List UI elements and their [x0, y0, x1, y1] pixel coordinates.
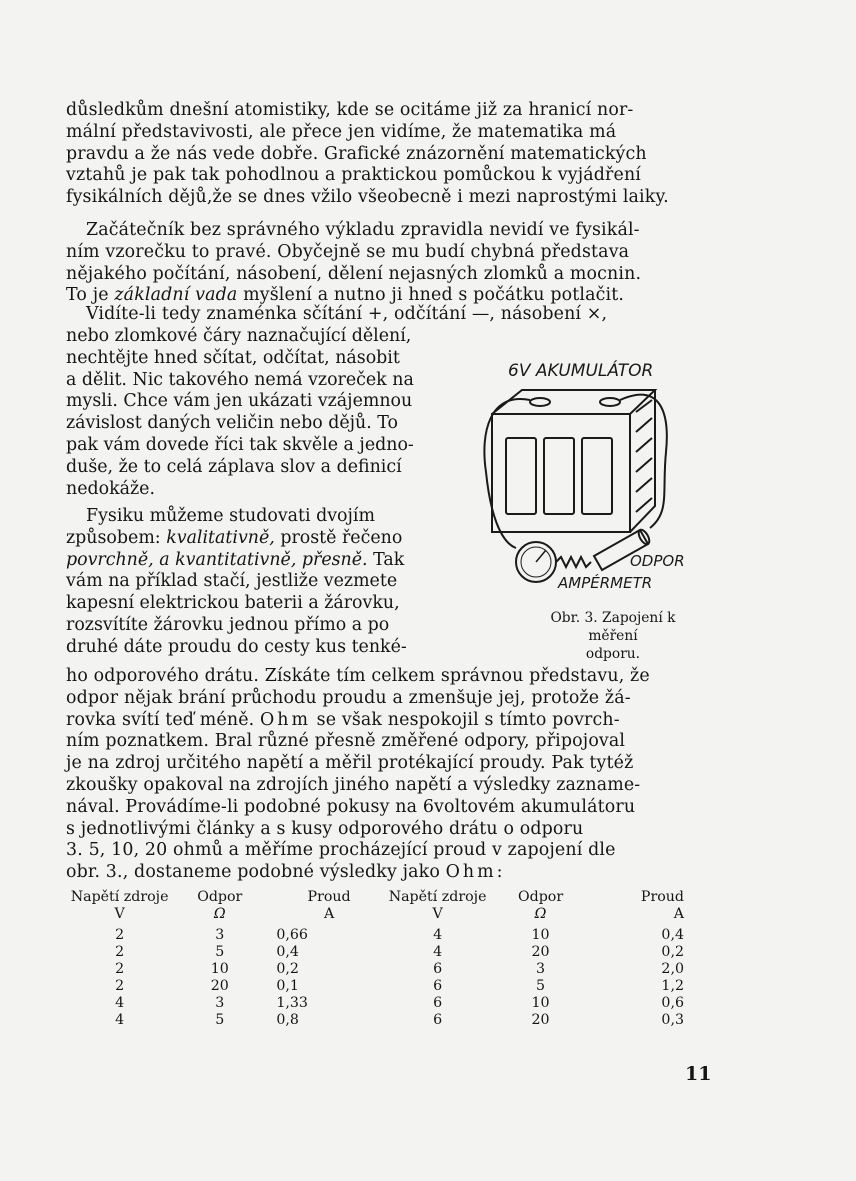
- battery-top: [492, 390, 655, 414]
- table-cell: 6: [433, 978, 443, 994]
- text-line: fysikálních dějů,že se dnes vžilo všeobecně i mezi naprostými laiky.: [66, 187, 669, 208]
- paragraph-ohm-experiment: [66, 666, 710, 884]
- table-row: [62, 927, 710, 944]
- paragraph-physics-methods: [66, 506, 458, 659]
- text-line: vám na příklad stačí, jestliže vezmete: [66, 571, 398, 592]
- text-line: nával. Provádíme-li podobné pokusy na 6voltovém akumulátoru: [66, 796, 636, 817]
- table-cell: 0,8: [276, 1012, 299, 1028]
- table-cell: 0,66: [276, 927, 308, 943]
- table-unit: Ω: [534, 906, 547, 922]
- battery-terminal: [530, 398, 550, 406]
- table-header: Odpor: [517, 889, 564, 905]
- text-line: vztahů je pak tak pohodlnou a praktickou pomůckou k vyjádření: [66, 165, 642, 186]
- table-unit: V: [432, 906, 443, 922]
- table-cell: 5: [215, 1012, 225, 1028]
- table-cell: 6: [433, 995, 443, 1011]
- text-line: [66, 862, 710, 884]
- table-cell: 20: [531, 944, 550, 960]
- label-battery: 6V AKUMULÁTOR: [508, 361, 654, 381]
- table-header: Napětí zdroje: [70, 889, 169, 905]
- table-cell: 4: [433, 927, 443, 943]
- table-cell: 0,4: [276, 944, 299, 960]
- text-line: a dělit. Nic takového nemá vzoreček na: [66, 369, 414, 390]
- table-header: Napětí zdroje: [388, 889, 487, 905]
- text-line: duše, že to celá záplava slov a definicí: [66, 456, 402, 477]
- table-header-row: [62, 889, 710, 906]
- table-row: [62, 978, 710, 995]
- table-row: [62, 944, 710, 961]
- table-cell: 2: [115, 944, 125, 960]
- text-line: [66, 550, 458, 572]
- text-line: pravdu a že nás vede dobře. Grafické znázornění matematických: [66, 143, 647, 164]
- text-line: odpor nějak brání průchodu proudu a zmenšuje jej, protože žá-: [66, 687, 631, 708]
- text-fragment: To je: [66, 285, 115, 306]
- table-header: Proud: [640, 889, 684, 905]
- table-cell: 3: [536, 961, 546, 977]
- page-number: 11: [685, 1063, 712, 1085]
- table-cell: 0,1: [276, 978, 299, 994]
- table-unit: A: [673, 906, 684, 922]
- text-line: Fysiku můžeme studovati dvojím: [86, 506, 375, 526]
- resistor-coil: [556, 557, 591, 567]
- table-cell: 3: [215, 995, 225, 1011]
- caption-line: Obr. 3. Zapojení k měření: [550, 610, 676, 644]
- text-fragment: způsobem:: [66, 527, 167, 548]
- text-fragment: :: [496, 862, 503, 883]
- table-cell: 0,3: [661, 1012, 684, 1028]
- text-line: ním vzorečku to pravé. Obyčejně se mu budí chybná představa: [66, 241, 630, 262]
- table-cell: 2: [115, 927, 125, 943]
- name-ohm: Ohm: [445, 862, 497, 883]
- text-line: Začátečník bez správného výkladu zpravidla nevidí ve fysikál-: [86, 220, 640, 240]
- table-cell: 0,6: [661, 995, 684, 1011]
- emphasis-basic-flaw: základní vada: [114, 285, 238, 306]
- text-line: mysli. Chce vám jen ukázati vzájemnou: [66, 391, 413, 412]
- table-cell: 6: [433, 1012, 443, 1028]
- text-line: pak vám dovede říci tak skvěle a jedno-: [66, 434, 414, 455]
- table-cell: 4: [115, 995, 125, 1011]
- text-fragment: obr. 3., dostaneme podobné výsledky jako: [66, 862, 446, 883]
- table-cell: 2,0: [661, 961, 684, 977]
- text-fragment: prostě řečeno: [274, 527, 403, 548]
- text-fragment: Tak: [367, 549, 405, 570]
- text-line: ním poznatkem. Bral různé přesně změřené odpory, připojoval: [66, 731, 626, 752]
- paragraph-signs-first-line: [66, 304, 710, 326]
- table-cell: 20: [210, 978, 229, 994]
- figure-caption: [528, 609, 698, 663]
- emphasis-quantitative: povrchně, a kvantitativně, přesně.: [66, 549, 368, 570]
- table-cell: 6: [433, 961, 443, 977]
- table-cell: 4: [433, 944, 443, 960]
- text-line: [66, 710, 710, 732]
- battery-terminal: [600, 398, 620, 406]
- text-fragment: se však nespokojil s tímto povrch-: [310, 709, 620, 730]
- table-cell: 0,4: [661, 927, 684, 943]
- table-units-row: [62, 906, 710, 923]
- table-cell: 1,2: [661, 978, 684, 994]
- table-unit: Ω: [213, 906, 226, 922]
- paragraph-atomistics: [66, 100, 710, 209]
- battery-cell: [506, 438, 536, 514]
- caption-line: odporu.: [585, 646, 641, 662]
- text-line: ho odporového drátu. Získáte tím celkem správnou představu, že: [66, 666, 650, 686]
- table-cell: 2: [115, 961, 125, 977]
- text-line: nebo zlomkové čáry naznačující dělení,: [66, 326, 412, 346]
- text-line: mální představivosti, ale přece jen vidíme, že matematika má: [66, 121, 617, 142]
- table-row: [62, 1012, 710, 1029]
- text-line: s jednotlivými články a s kusy odporového drátu o odporu: [66, 818, 584, 839]
- text-line: Vidíte-li tedy znaménka sčítání +, odčítání —, násobení ×,: [86, 304, 608, 324]
- table-unit: A: [323, 906, 335, 922]
- text-line: zkoušky opakoval na zdrojích jiného napětí a výsledky zazname-: [66, 774, 641, 795]
- paragraph-signs: [66, 326, 458, 500]
- text-line: druhé dáte proudu do cesty kus tenké-: [66, 636, 407, 657]
- text-line: je na zdroj určitého napětí a měřil protékající proudy. Pak tytéž: [66, 753, 634, 774]
- text-line: nechtějte hned sčítat, odčítat, násobit: [66, 347, 400, 368]
- table-cell: 0,2: [276, 961, 299, 977]
- name-ohm: Ohm: [260, 709, 311, 730]
- text-line: závislost daných veličin nebo dějů. To: [66, 413, 398, 434]
- text-line: [66, 528, 458, 550]
- label-ammeter: AMPÉRMETR: [558, 574, 653, 592]
- measurement-table: [62, 889, 710, 1029]
- table-row: [62, 995, 710, 1012]
- table-cell: 5: [215, 944, 225, 960]
- battery-cell: [582, 438, 612, 514]
- battery-cell: [544, 438, 574, 514]
- circuit-figure: [470, 352, 720, 602]
- table-cell: 5: [536, 978, 546, 994]
- table-cell: 10: [210, 961, 229, 977]
- text-fragment: rovka svítí teď méně.: [66, 709, 261, 730]
- table-unit: V: [114, 906, 125, 922]
- table-cell: 3: [215, 927, 225, 943]
- table-cell: 10: [531, 927, 550, 943]
- table-row: [62, 961, 710, 978]
- text-line: nějakého počítání, násobení, dělení nejasných zlomků a mocnin.: [66, 263, 642, 284]
- text-fragment: myšlení a nutno ji hned s počátku potlačit.: [237, 285, 625, 306]
- table-cell: 0,2: [661, 944, 684, 960]
- text-line: rozsvítíte žárovku jednou přímo a po: [66, 614, 390, 635]
- text-line: nedokáže.: [66, 478, 155, 499]
- text-line: důsledkům dnešní atomistiky, kde se ocitáme již za hranicí nor-: [66, 100, 634, 120]
- table-cell: 2: [115, 978, 125, 994]
- emphasis-qualitative: kvalitativně,: [166, 527, 275, 548]
- text-line: 3. 5, 10, 20 ohmů a měříme procházející proud v zapojení dle: [66, 840, 616, 861]
- table-cell: 10: [531, 995, 550, 1011]
- text-line: kapesní elektrickou baterii a žárovku,: [66, 593, 400, 614]
- paragraph-beginner: [66, 220, 710, 307]
- table-header: Odpor: [197, 889, 243, 905]
- table-header: Proud: [307, 889, 351, 905]
- table-cell: 1,33: [276, 995, 308, 1011]
- label-resistor: ODPOR: [630, 552, 685, 570]
- table-cell: 4: [115, 1012, 125, 1028]
- table-cell: 20: [531, 1012, 550, 1028]
